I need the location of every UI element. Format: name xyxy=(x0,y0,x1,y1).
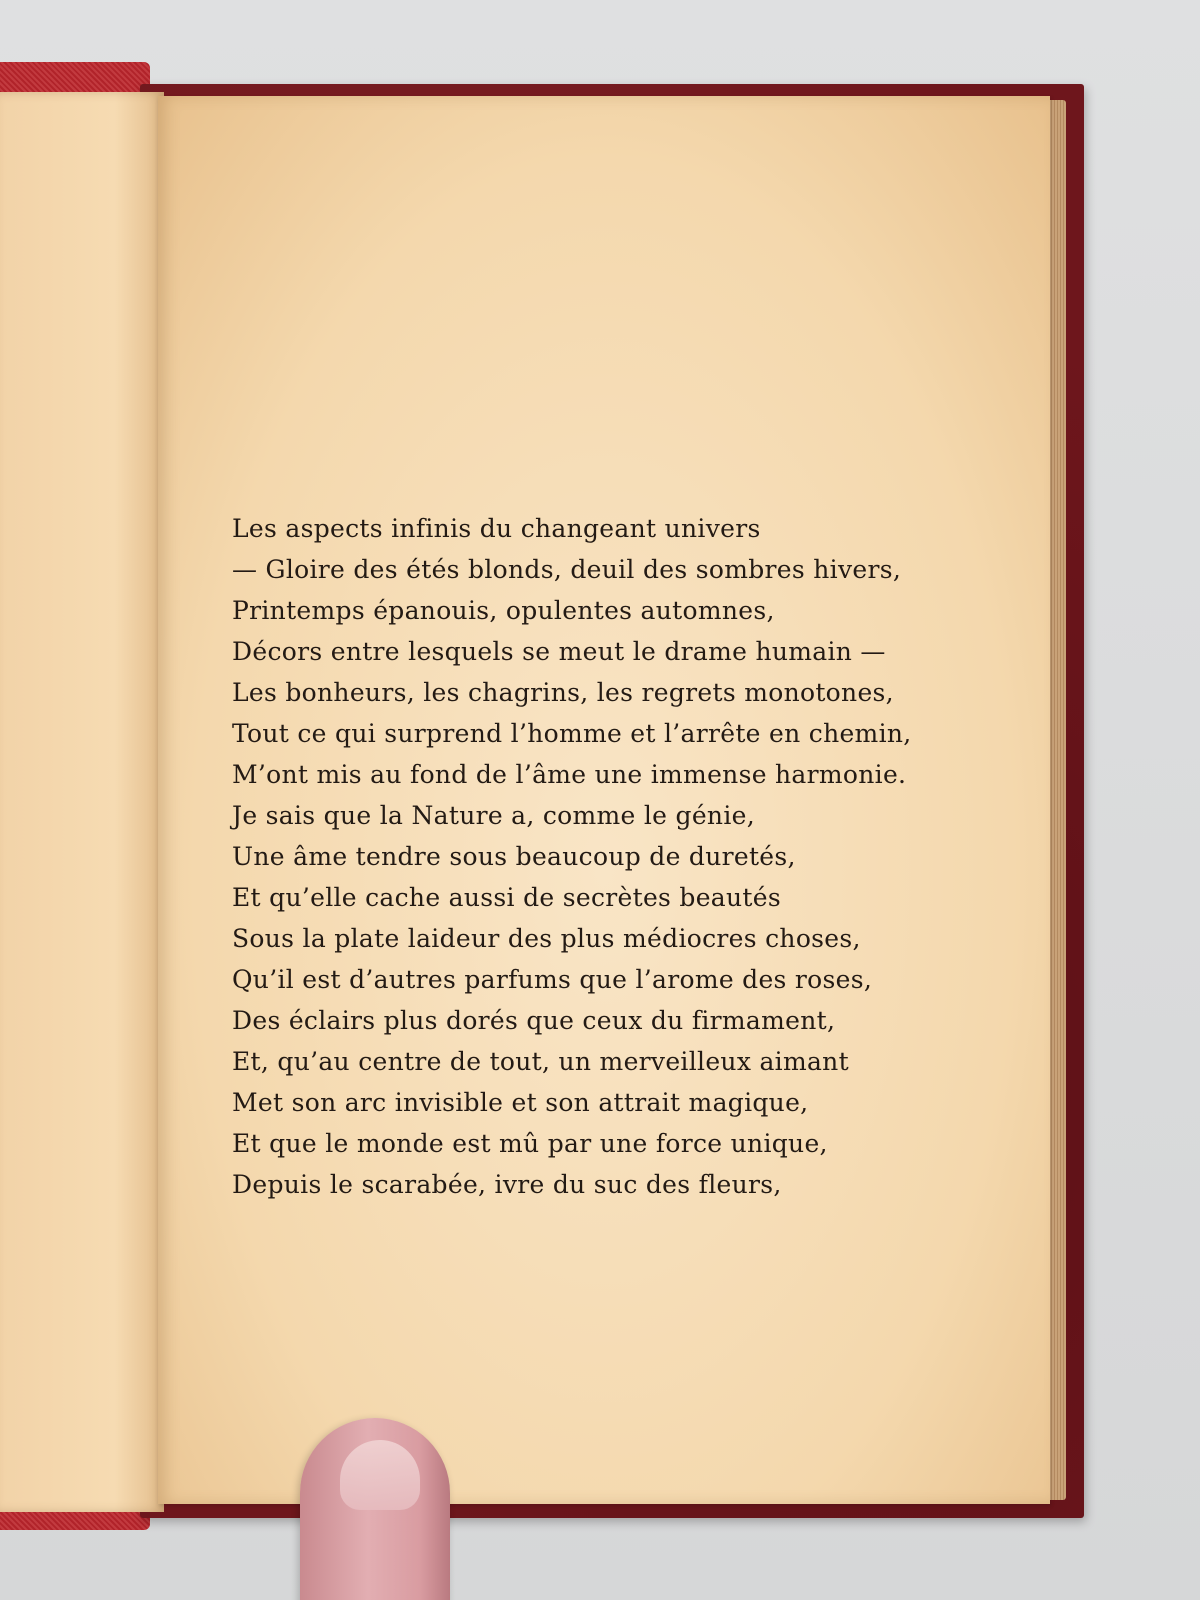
poem-line: Décors entre lesquels se meut le drame humain — xyxy=(232,637,886,666)
poem-line: Et qu’elle cache aussi de secrètes beautés xyxy=(232,883,781,912)
poem-line: Et, qu’au centre de tout, un merveilleux aimant xyxy=(232,1047,849,1076)
poem-line: Je sais que la Nature a, comme le génie, xyxy=(232,801,755,830)
poem-line: M’ont mis au fond de l’âme une immense harmonie. xyxy=(232,760,907,789)
poem-line: Tout ce qui surprend l’homme et l’arrête en chemin, xyxy=(232,719,912,748)
poem-line: Les bonheurs, les chagrins, les regrets monotones, xyxy=(232,678,894,707)
poem-line: Les aspects infinis du changeant univers xyxy=(232,514,761,543)
fingernail xyxy=(340,1440,420,1510)
poem-line: — Gloire des étés blonds, deuil des sombres hivers, xyxy=(232,555,902,584)
poem-line: Met son arc invisible et son attrait magique, xyxy=(232,1088,809,1117)
left-page xyxy=(0,92,164,1512)
poem-line: Qu’il est d’autres parfums que l’arome des roses, xyxy=(232,965,873,994)
poem-line: Printemps épanouis, opulentes automnes, xyxy=(232,596,775,625)
poem-line: Depuis le scarabée, ivre du suc des fleurs, xyxy=(232,1170,782,1199)
poem-line: Des éclairs plus dorés que ceux du firmament, xyxy=(232,1006,836,1035)
poem-text xyxy=(232,508,912,1205)
poem-line: Sous la plate laideur des plus médiocres choses, xyxy=(232,924,861,953)
poem-line: Et que le monde est mû par une force unique, xyxy=(232,1129,828,1158)
poem-line: Une âme tendre sous beaucoup de duretés, xyxy=(232,842,796,871)
